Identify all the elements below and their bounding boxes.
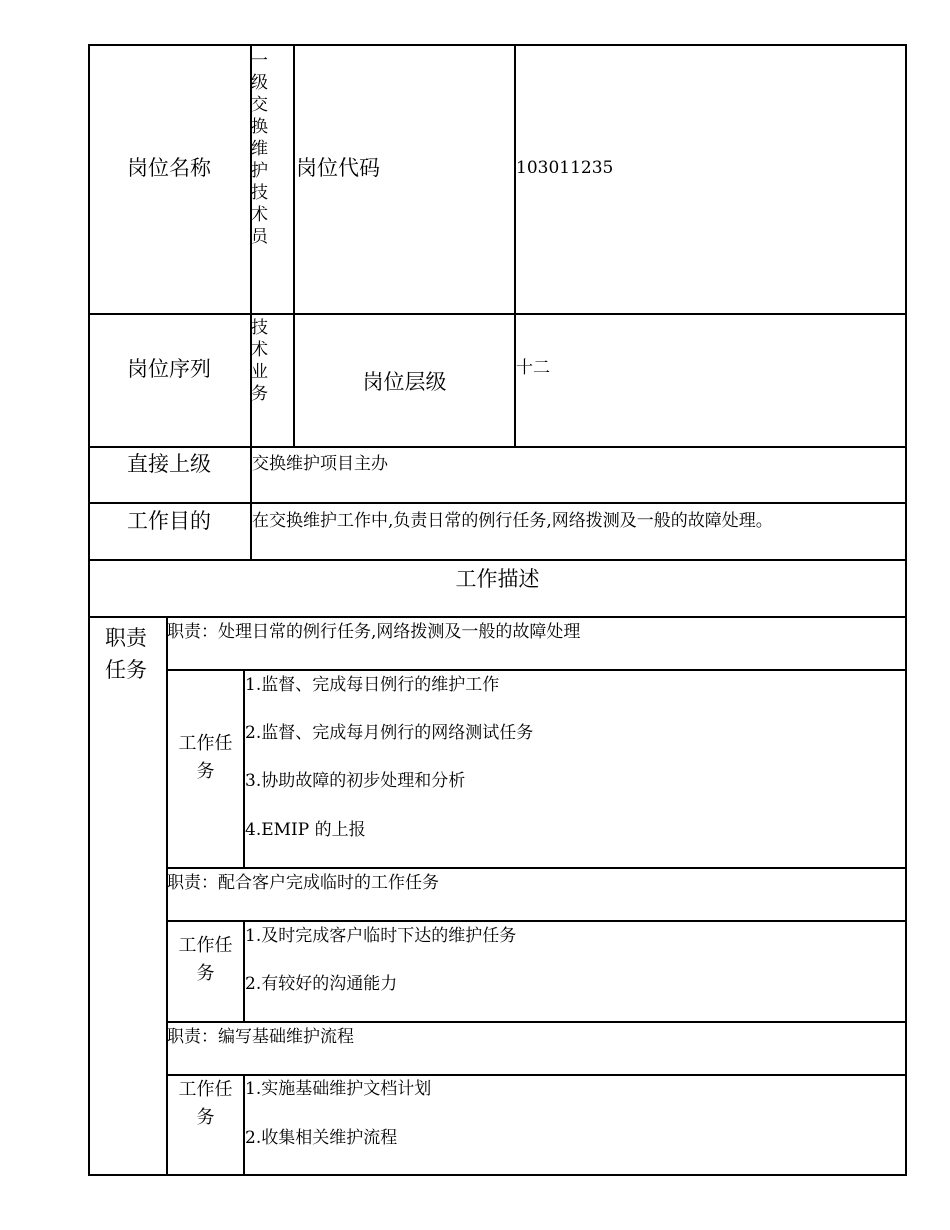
level-label: 岗位层级: [362, 369, 447, 394]
task-item: 2.收集相关维护流程: [245, 1128, 398, 1148]
post-name-value: 一级交换维护技术员: [251, 51, 268, 247]
table-border: [905, 44, 907, 1176]
task-label: 工作任务: [178, 1079, 233, 1128]
table-border: [88, 616, 907, 618]
duty-title: 职责：配合客户完成临时的工作任务: [167, 873, 439, 893]
task-item: 1.实施基础维护文档计划: [245, 1079, 432, 1099]
level-value: 十二: [516, 358, 550, 378]
post-name-label: 岗位名称: [127, 156, 211, 180]
table-border: [88, 44, 907, 46]
task-item: 1.监督、完成每日例行的维护工作: [245, 675, 500, 695]
task-item: 2.监督、完成每月例行的网络测试任务: [245, 723, 534, 743]
task-label: 工作任务: [178, 935, 233, 984]
table-border: [166, 867, 907, 869]
task-label: 工作任务: [178, 733, 233, 782]
series-value: 技术业务: [251, 318, 268, 404]
table-border: [166, 1074, 907, 1076]
post-code-label: 岗位代码: [296, 156, 380, 180]
series-label: 岗位序列: [127, 357, 211, 381]
post-code-value: 103011235: [516, 158, 614, 178]
purpose-label: 工作目的: [127, 509, 211, 533]
table-border: [166, 669, 907, 671]
task-item: 2.有较好的沟通能力: [245, 974, 398, 994]
superior-value: 交换维护项目主办: [252, 454, 388, 474]
duty-title: 职责：处理日常的例行任务,网络拨测及一般的故障处理: [167, 622, 581, 642]
duty-title: 职责：编写基础维护流程: [167, 1027, 354, 1047]
purpose-value: 在交换维护工作中,负责日常的例行任务,网络拨测及一般的故障处理。: [252, 511, 773, 531]
section-title: 工作描述: [455, 567, 540, 591]
table-border: [514, 44, 516, 447]
duties-label: 职责任务: [105, 626, 147, 682]
table-border: [166, 920, 907, 922]
table-border: [88, 1174, 907, 1176]
superior-label: 直接上级: [127, 452, 211, 476]
task-item: 3.协助故障的初步处理和分析: [245, 771, 466, 791]
table-border: [88, 44, 90, 1176]
table-border: [166, 1021, 907, 1023]
table-border: [88, 502, 907, 504]
task-item: 1.及时完成客户临时下达的维护任务: [245, 926, 517, 946]
table-border: [88, 446, 907, 448]
task-item: 4.EMIP 的上报: [245, 820, 366, 840]
